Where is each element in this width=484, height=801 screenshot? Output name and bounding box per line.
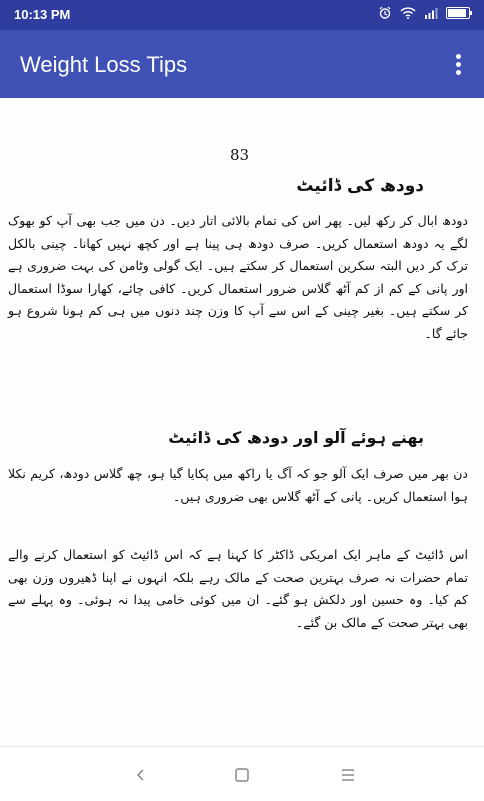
home-icon[interactable] — [230, 763, 254, 787]
page-number: 83 — [230, 146, 250, 164]
back-icon[interactable] — [129, 763, 153, 787]
section2-heading: بھنے ہوئے آلو اور دودھ کی ڈائیٹ — [168, 428, 424, 447]
signal-icon — [424, 7, 438, 19]
alarm-icon — [378, 6, 392, 20]
section1-paragraph: دودھ ابال کر رکھ لیں۔ پھر اس کی تمام بالائی اتار دیں۔ دن میں جب بھی آپ کو بھوک لگے یہ دودھ استعمال کریں۔ صرف دودھ ہی پینا ہے اور کچھ نہیں کھانا۔ چینی بالکل ترک کر دیں البتہ سکرین استعمال کر سکتے ہیں۔ ایک گولی وٹامن کی بہت ضروری ہے اور پانی کے کم از کم آٹھ گلاس ضرور استعمال کریں۔ کافی چائے، کھارا سوڈا استعمال کر سکتے ہیں۔ بغیر چینی کے اس سے آپ کا وزن چند دنوں میں ہی کم ہونا شروع ہو جائے گا۔ — [8, 213, 468, 341]
more-vert-icon[interactable] — [448, 50, 468, 78]
battery-icon — [446, 7, 470, 19]
section1-heading: دودھ کی ڈائیٹ — [296, 176, 424, 196]
status-time: 10:13 PM — [14, 7, 71, 22]
wifi-icon — [400, 7, 416, 19]
book-page-image — [0, 98, 484, 746]
section2-paragraph-1: دن بھر میں صرف ایک آلو جو کہ آگ یا راکھ میں پکایا گیا ہو، چھ گلاس دودھ، کریم نکلا ہوا استعمال کریں۔ پانی کے آٹھ گلاس بھی ضروری ہیں۔ — [8, 466, 468, 504]
section2-paragraph-2: اس ڈائیٹ کے ماہر ایک امریکی ڈاکٹر کا کہنا ہے کہ اس ڈائیٹ کو استعمال کرنے والے تمام حضرات نہ صرف بہترین صحت کے مالک رہے بلکہ انہوں نے اپنا ڈھیروں وزن بھی کم کیا۔ وہ حسین اور دلکش ہو گئے۔ ان میں کوئی خامی پیدا نہ ہوئی۔ وہ پہلے سے بھی بہتر صحت کے مالک بن گئے۔ — [8, 547, 468, 630]
app-bar — [0, 30, 484, 98]
navigation-bar — [0, 746, 484, 801]
content-area[interactable] — [0, 98, 484, 746]
recents-icon[interactable] — [336, 763, 360, 787]
status-icons — [378, 6, 470, 20]
status-bar — [0, 0, 484, 30]
app-title: Weight Loss Tips — [20, 52, 188, 77]
